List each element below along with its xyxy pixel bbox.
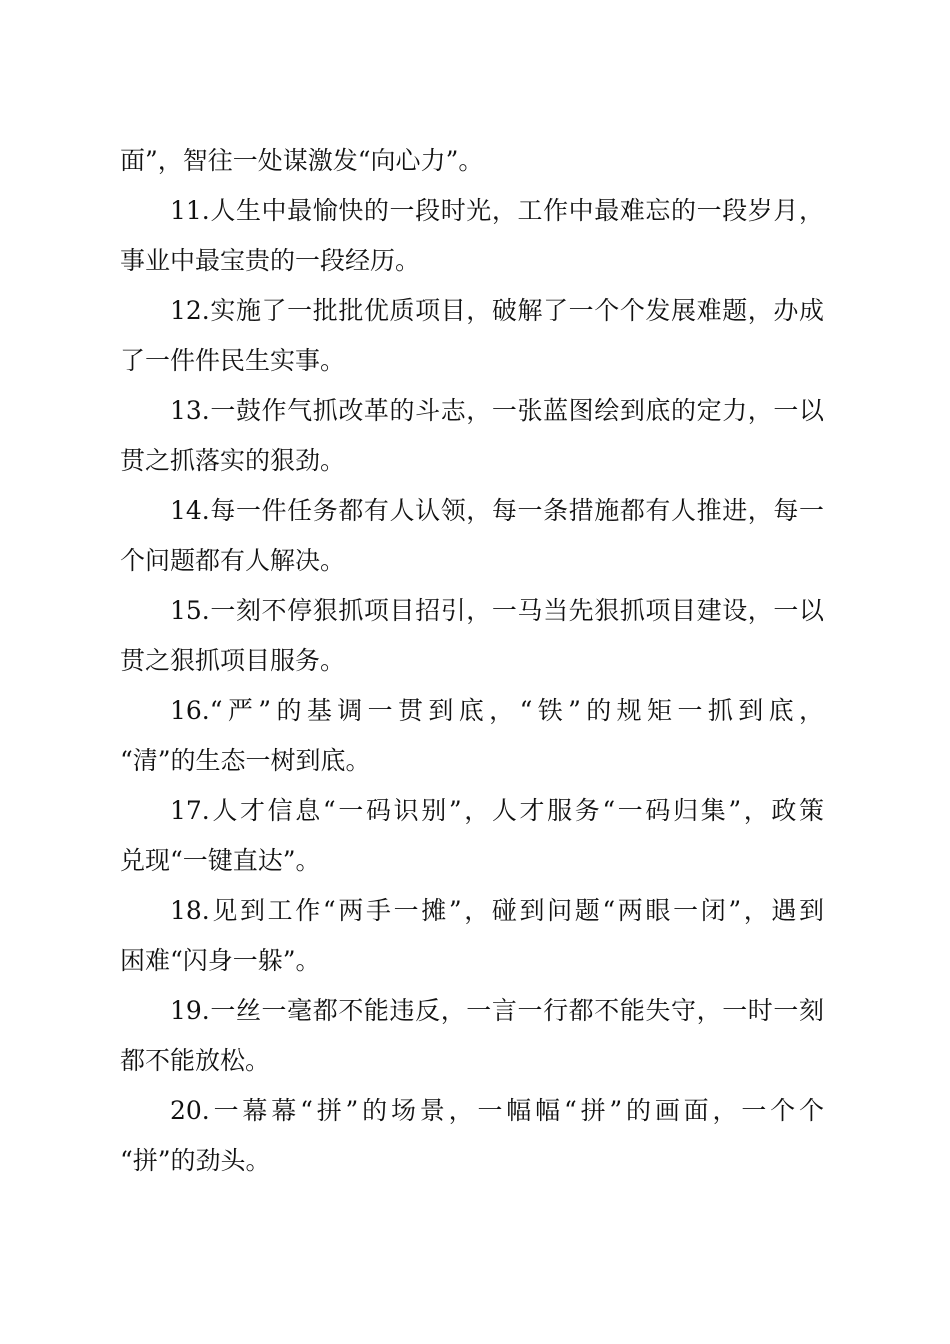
text-line: 个问题都有人解决。	[120, 546, 346, 575]
paragraph-17	[120, 786, 824, 886]
text-line: 17.人才信息“一码识别”，人才服务“一码归集”，政策	[170, 796, 824, 825]
text-line: 事业中最宝贵的一段经历。	[120, 246, 421, 275]
text-line: 贯之狠抓项目服务。	[120, 646, 346, 675]
paragraph-11	[120, 186, 824, 286]
text-line: 困难“闪身一躲”。	[120, 946, 321, 975]
text-line: 了一件件民生实事。	[120, 346, 346, 375]
paragraph-13	[120, 386, 824, 486]
document-body	[120, 136, 824, 1186]
paragraph-14	[120, 486, 824, 586]
paragraph-18	[120, 886, 824, 986]
text-line: 16.“严”的基调一贯到底，“铁”的规矩一抓到底，	[170, 696, 824, 725]
paragraph-16	[120, 686, 824, 786]
text-line: 20.一幕幕“拼”的场景，一幅幅“拼”的画面，一个个	[170, 1096, 824, 1125]
text-line: “拼”的劲头。	[120, 1146, 271, 1175]
text-line: “清”的生态一树到底。	[120, 746, 371, 775]
paragraph-20	[120, 1086, 824, 1186]
text-line: 14.每一件任务都有人认领，每一条措施都有人推进，每一	[170, 496, 824, 525]
paragraph-10-continuation	[120, 136, 824, 186]
paragraph-15	[120, 586, 824, 686]
paragraph-19	[120, 986, 824, 1086]
text-line: 12.实施了一批批优质项目，破解了一个个发展难题，办成	[170, 296, 824, 325]
text-line: 13.一鼓作气抓改革的斗志，一张蓝图绘到底的定力，一以	[170, 396, 824, 425]
text-line: 贯之抓落实的狠劲。	[120, 446, 346, 475]
text-line: 11.人生中最愉快的一段时光，工作中最难忘的一段岁月，	[170, 196, 824, 225]
text-line: 15.一刻不停狠抓项目招引，一马当先狠抓项目建设，一以	[170, 596, 824, 625]
text-line: 兑现“一键直达”。	[120, 846, 321, 875]
text-line: 面”，智往一处谋激发“向心力”。	[120, 146, 484, 175]
text-line: 都不能放松。	[120, 1046, 271, 1075]
text-line: 19.一丝一毫都不能违反，一言一行都不能失守，一时一刻	[170, 996, 824, 1025]
paragraph-12	[120, 286, 824, 386]
text-line: 18.见到工作“两手一摊”，碰到问题“两眼一闭”，遇到	[170, 896, 824, 925]
